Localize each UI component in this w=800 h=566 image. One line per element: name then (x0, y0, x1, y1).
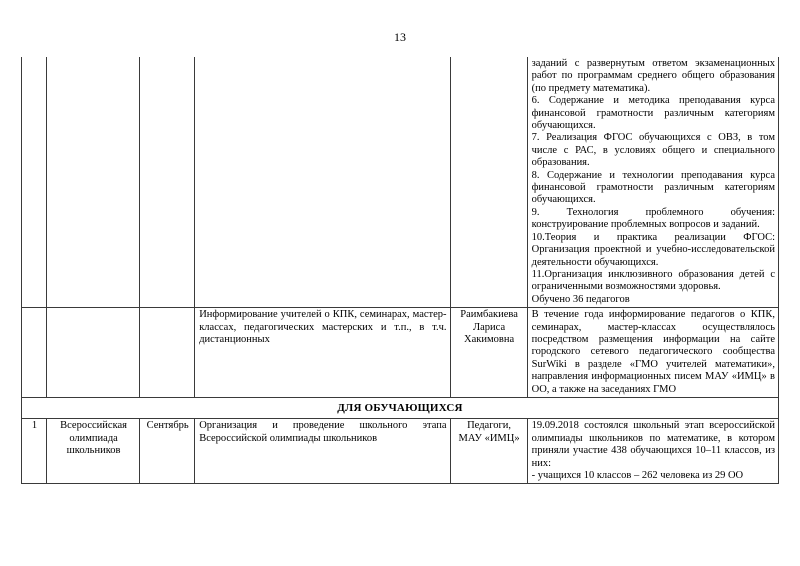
cell-action (195, 308, 450, 398)
cell-action (195, 419, 450, 484)
result-paragraph: 9. Технология проблемного обучения: конструирование проблемных вопросов и заданий. (531, 206, 775, 231)
topic-line: олимпиада (69, 432, 118, 444)
cell-number (22, 57, 47, 308)
cell-responsible (450, 419, 527, 484)
table-row-continued (22, 57, 779, 308)
cell-result (527, 57, 778, 308)
result-paragraph: 11.Организация инклюзивного образования детей с ограниченными возможностями здоровья. (531, 268, 775, 293)
table-section-row (22, 397, 779, 418)
responsible-line: Раимбакиева (460, 309, 518, 321)
cell-result (527, 419, 778, 484)
cell-term: Сентябрь (140, 419, 195, 484)
page-number: 13 (394, 30, 406, 44)
cell-term (140, 57, 195, 308)
result-paragraph: 10.Теория и практика реализации ФГОС: Организация проектной и учебно-исследовательской деятельности обучающихся. (531, 231, 775, 268)
result-paragraph: 8. Содержание и технологии преподавания курса финансовой грамотности различным категориям обучающихся. (531, 169, 775, 206)
cell-number: 1 (22, 419, 47, 484)
table-row (22, 308, 779, 398)
responsible-line: МАУ «ИМЦ» (458, 432, 520, 444)
result-paragraph: В течение года информирование педагогов о КПК, семинарах, мастер-классах осуществлялось посредством размещения информации на сайте городского сетевого педагогического сообщества SurWiki в разделе «ГМО учителей математики», направления информационных писем МАУ «ИМЦ» в ОО, а также на заседаниях ГМО (531, 309, 775, 395)
responsible-line: Лариса (473, 321, 506, 333)
cell-topic (47, 308, 140, 398)
section-title: ДЛЯ ОБУЧАЮЩИХСЯ (22, 397, 779, 418)
result-paragraph: заданий с развернутым ответом экзаменационных работ по программам среднего общего образования (по предмету математика). (531, 58, 775, 94)
cell-result (527, 308, 778, 398)
topic-line: Всероссийская (60, 420, 128, 432)
cell-responsible (450, 308, 527, 398)
responsible-line: Педагоги, (467, 420, 512, 432)
result-paragraph: 6. Содержание и методика преподавания курса финансовой грамотности различным категориям обучающихся. (531, 95, 775, 132)
cell-topic (47, 57, 140, 308)
cell-term (140, 308, 195, 398)
table-row (22, 419, 779, 484)
result-summary: Обучено 36 педагогов (531, 293, 630, 305)
cell-topic (47, 419, 140, 484)
topic-line: школьников (66, 445, 121, 457)
cell-action (195, 57, 450, 308)
cell-responsible (450, 57, 527, 308)
plan-table (21, 57, 779, 484)
result-paragraph: - учащихся 10 классов – 262 человека из 29 ОО (531, 470, 744, 481)
result-paragraph: 19.09.2018 состоялся школьный этап всероссийской олимпиады школьников по математике, в котором приняли участие 438 обучающихся 10–11 классов, из них: (531, 420, 775, 469)
responsible-line: Хакимовна (464, 333, 515, 345)
result-paragraph: 7. Реализация ФГОС обучающихся с ОВЗ, в том числе с РАС, в условиях общего и специального образования. (531, 132, 775, 169)
cell-number (22, 308, 47, 398)
action-text: Организация и проведение школьного этапа Всероссийской олимпиады школьников (199, 420, 447, 444)
action-text: Информирование учителей о КПК, семинарах, мастер-классах, педагогических мастерских и т.п., в т.ч. дистанционных (199, 309, 447, 345)
